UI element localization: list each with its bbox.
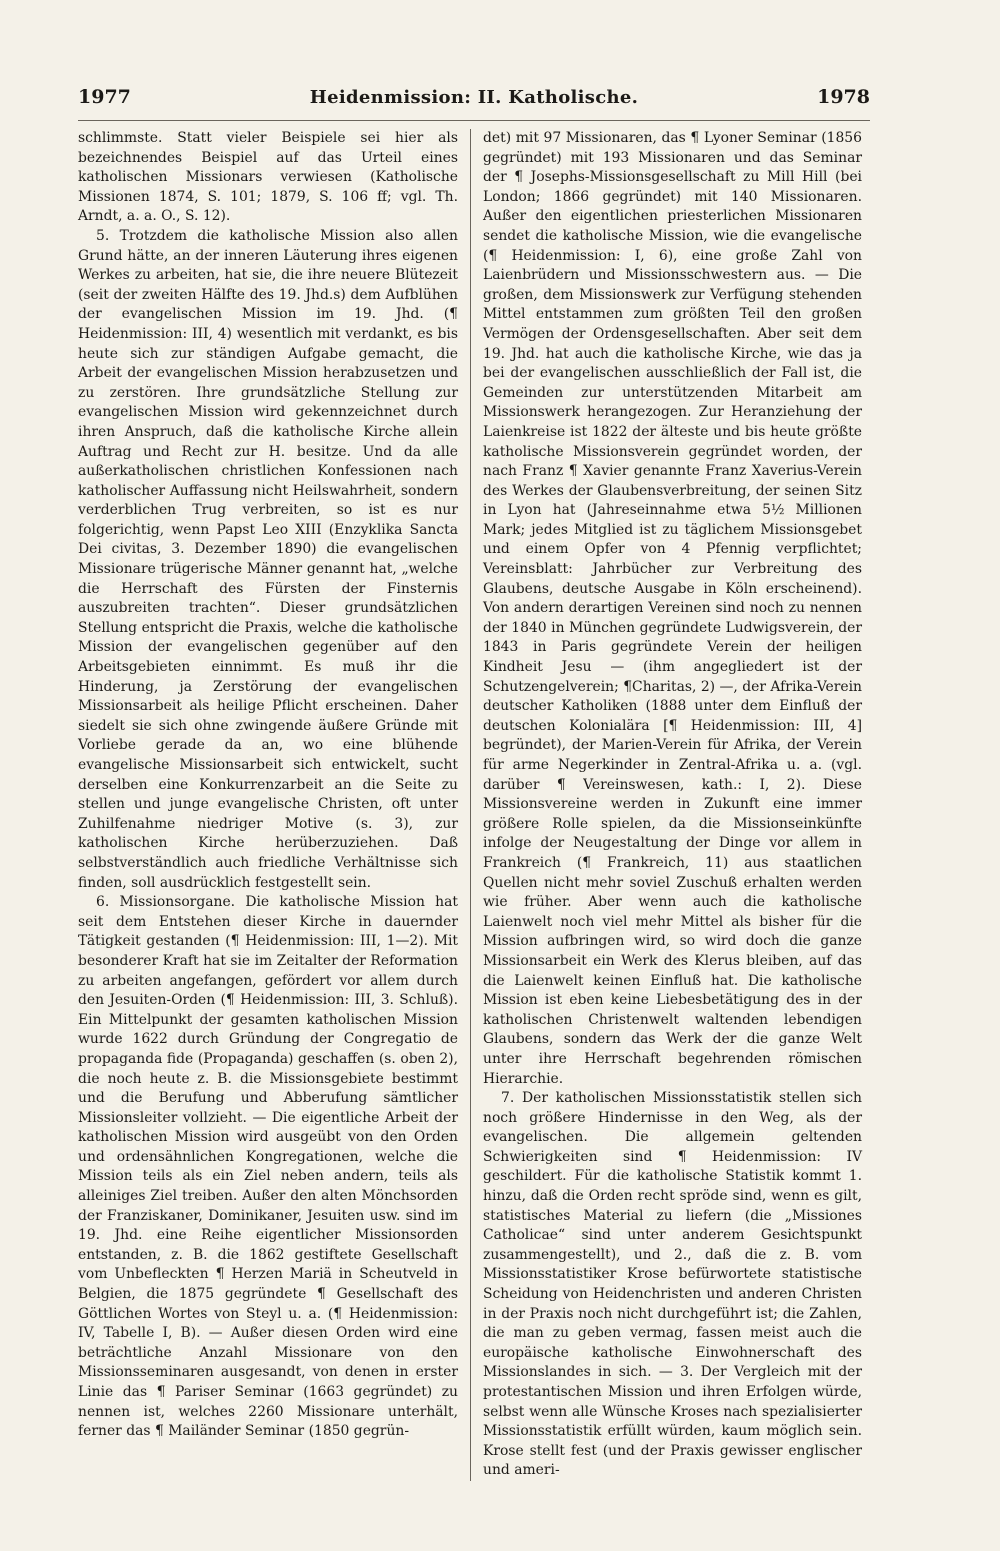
paragraph-section-5: 5. Trotzdem die katholische Mission also allen Grund hätte, an der inneren Läuterung ihres eigenen Werkes zu arbeiten, hat sie, die ihre neuere Blütezeit (seit der zweiten Hälfte des 19. Jhd.s) dem Aufblühen der evangelischen Mission im 19. Jhd. (¶ Heidenmission: III, 4) wesentlich mit verdankt, es bis heute sich zur ständigen Aufgabe gemacht, die Arbeit der evangelischen Mission herabzusetzen und zu zerstören. Ihre grundsätzliche Stellung zur evangelischen Mission wird gekennzeichnet durch ihren Anspruch, daß die katholische Kirche allein Auftrag und Recht zur H. besitze. Und da alle außerkatholischen christlichen Konfessionen nach katholischer Auffassung nicht Heilswahrheit, sondern verderblichen Trug verbreiten, so ist es nur folgerichtig, wenn Papst Leo XIII (Enzyklika Sancta Dei civitas, 3. Dezember 1890) die evangelischen Missionare trügerische Männer genannt hat, „welche die Herrschaft des Fürsten der Finsternis auszubreiten trachten“. Dieser grundsätzlichen Stellung entspricht die Praxis, welche die katholische Mission der evangelischen gegenüber auf den Arbeitsgebieten einnimmt. Es muß ihr die Hinderung, ja Zerstörung der evangelischen Missionsarbeit als heilige Pflicht erscheinen. Daher siedelt sie sich ohne zwingende äußere Gründe mit Vorliebe gerade da an, wo eine blühende evangelische Missionsarbeit sich entwickelt, sucht derselben eine Konkurrenzarbeit an die Seite zu stellen und junge evangelische Christen, oft unter Zuhilfenahme niedriger Motive (s. 3), zur katholischen Kirche herüberzuziehen. Daß selbstverständlich auch friedliche Verhältnisse sich finden, soll ausdrücklich festgestellt sein. — [78, 227, 458, 891]
left-column — [78, 129, 470, 1481]
page-header — [78, 86, 870, 121]
paragraph-section-7: 7. Der katholischen Missionsstatistik stellen sich noch größere Hindernisse in den Weg, als der evangelischen. Die allgemein geltenden Schwierigkeiten sind ¶ Heidenmission: IV geschildert. Für die katholische Statistik kommt 1. hinzu, daß die Orden recht spröde sind, wenn es gilt, statistisches Material zu liefern (die „Missiones Catholicae“ sind unter anderem Gesichtspunkt zusammengestellt), und 2., daß die z. B. vom Missionsstatistiker Krose befürwortete statistische Scheidung von Heidenchristen und anderen Christen in der Praxis noch nicht durchgeführt ist; die Zahlen, die man zu geben vermag, fassen meist auch die europäische katholische Einwohnerschaft des Missionslandes in sich. — 3. Der Vergleich mit der protestantischen Mission und ihren Erfolgen würde, selbst wenn alle Wünsche Kroses nach spezialisierter Missionsstatistik erfüllt würden, kaum möglich sein. Krose stellt fest (und der Praxis gewisser englischer und ameri- — [483, 1090, 862, 1479]
text-columns — [78, 129, 870, 1481]
paragraph: schlimmste. Statt vieler Beispiele sei hier als bezeichnendes Beispiel auf das Urteil eines katholischen Missionars verwiesen (Katholische Missionen 1874, S. 101; 1879, S. 106 ff; vgl. Th. Arndt, a. a. O., S. 12). — [78, 130, 458, 225]
page-number-right: 1978 — [817, 86, 870, 108]
paragraph: det) mit 97 Missionaren, das ¶ Lyoner Seminar (1856 gegründet) mit 193 Missionaren und das Seminar der ¶ Josephs-Missionsgesellschaft zu Mill Hill (bei London; 1866 gegründet) mit 140 Missionaren. Außer den eigentlichen priesterlichen Missionaren sendet die katholische Mission, wie die evangelische (¶ Heidenmission: I, 6), eine große Zahl von Laienbrüdern und Missionsschwestern aus. — Die großen, dem Missionswerk zur Verfügung stehenden Mittel entstammen zum größten Teil den großen Vermögen der Ordensgesellschaften. Aber seit dem 19. Jhd. hat auch die katholische Kirche, wie das ja bei der evangelischen ausschließlich der Fall ist, die Gemeinden zur unterstützenden Mitarbeit am Missionswerk herangezogen. Zur Heranziehung der Laienkreise ist 1822 der älteste und bis heute größte katholische Missionsverein gegründet worden, der nach Franz ¶ Xavier genannte Franz Xaverius-Verein des Werkes der Glaubensverbreitung, der seinen Sitz in Lyon hat (Jahreseinnahme etwa 5½ Millionen Mark; jedes Mitglied ist zu täglichem Missionsgebet und einem Opfer von 4 Pfennig verpflichtet; Vereinsblatt: Jahrbücher zur Verbreitung des Glaubens, deutsche Ausgabe in Köln erscheinend). Von andern derartigen Vereinen sind noch zu nennen der 1840 in München gegründete Ludwigsverein, der 1843 in Paris gegründete Verein der heiligen Kindheit Jesu — (ihm angegliedert ist der Schutzengelverein; ¶Charitas, 2) —, der Afrika-Verein deutscher Katholiken (1888 unter dem Einfluß der deutschen Kolonialära [¶ Heidenmission: III, 4] begründet), der Marien-Verein für Afrika, der Verein für arme Negerkinder in Zentral-Afrika u. a. (vgl. darüber ¶ Vereinswesen, kath.: I, 2). Diese Missionsvereine werden in Zukunft eine immer größere Rolle spielen, da die Missionseinkünfte infolge der Neugestaltung der Dinge vor allem in Frankreich (¶ Frankreich, 11) aus staatlichen Quellen nicht mehr soviel Zuschuß erhalten werden wie früher. Aber wenn auch die katholische Laienwelt noch viel mehr Mittel als bisher für die Mission aufbringen wird, so wird doch die ganze Missionsarbeit ein Werk des Klerus bleiben, auf das die Laienwelt keinen Einfluß hat. Die katholische Mission ist eben keine Liebesbetätigung des in der katholischen Christenwelt waltenden lebendigen Glaubens, sondern das Werk der die ganze Welt unter ihre Herrschaft begehrenden römischen Hierarchie. — [483, 130, 862, 1087]
right-column — [470, 129, 862, 1481]
page-number-left: 1977 — [78, 86, 131, 108]
running-title: Heidenmission: II. Katholische. — [309, 87, 639, 108]
paragraph-section-6: 6. Missionsorgane. Die katholische Mission hat seit dem Entstehen dieser Kirche in dauernder Tätigkeit gestanden (¶ Heidenmission: III, 1—2). Mit besonderer Kraft hat sie im Zeitalter der Reformation zu arbeiten angefangen, gefördert vor allem durch den Jesuiten-Orden (¶ Heidenmission: III, 3. Schluß). Ein Mittelpunkt der gesamten katholischen Mission wurde 1622 durch Gründung der Congregatio de propaganda fide (Propaganda) geschaffen (s. oben 2), die noch heute z. B. die Missionsgebiete bestimmt und die Berufung und Abberufung sämtlicher Missionsleiter vollzieht. — Die eigentliche Arbeit der katholischen Mission wird ausgeübt von den Orden und ordensähnlichen Kongregationen, welche die Mission teils als ein Ziel neben andern, teils als alleiniges Ziel treiben. Außer den alten Mönchsorden der Franziskaner, Dominikaner, Jesuiten usw. sind im 19. Jhd. eine Reihe eigentlicher Missionsorden entstanden, z. B. die 1862 gestiftete Gesellschaft vom Unbefleckten ¶ Herzen Mariä in Scheutveld in Belgien, die 1875 gegründete ¶ Gesellschaft des Göttlichen Wortes von Steyl u. a. (¶ Heidenmission: IV, Tabelle I, B). — Außer diesen Orden wird eine beträchtliche Anzahl Missionare von den Missionsseminaren ausgesandt, von denen in erster Linie das ¶ Pariser Seminar (1663 gegründet) zu nennen ist, welches 2260 Missionare unterhält, ferner das ¶ Mailänder Seminar (1850 gegrün- — [78, 894, 458, 1440]
